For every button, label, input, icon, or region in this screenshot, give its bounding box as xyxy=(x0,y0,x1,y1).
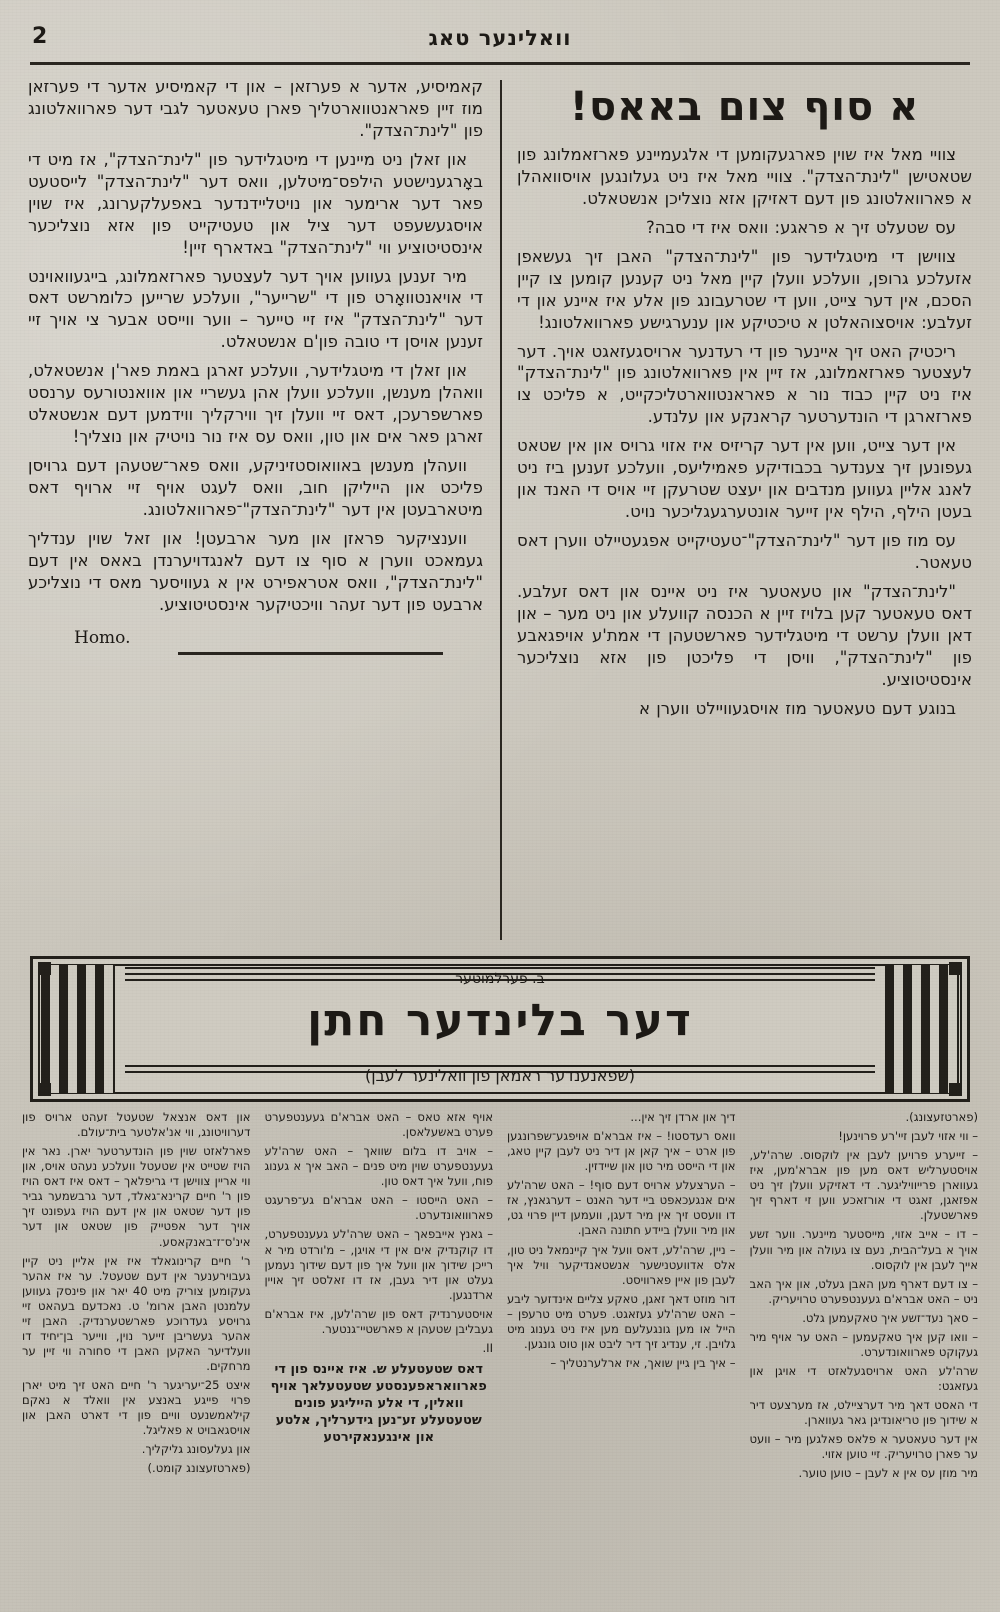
article-paragraph: קאמיסיע, אדער א פערזאן – און די קאמיסיע אדער די פערזאן מוז זיין פאראנטווארטליך פארן טעאטער לגבי דער פארוואלטונג פון "לינת־הצדק". xyxy=(28,77,483,140)
feuilleton-subtitle: (שפאנענדער ראמאן פון וואלינער לעבן) xyxy=(364,1066,636,1085)
feuilleton-paragraph: דור מוזט דאך זאגן, טאקע צליים אינדזער ליבע – האט שרה'לע געזאגט. פערט מיט טרעפן – הייל או מען גונגעלעם מען איז ניט גענוג מיט גלויבן. זי, ענדיג זיך דיר ליבט און טוט גונגען. xyxy=(507,1291,736,1351)
article-paragraph: "לינת־הצדק" און טעאטער איז ניט איינס און דאס זעלבע. דאס טעאטער קען בלויז זיין א הכנסה קוועלע און ניט מער – און דאן וועלן ערשט די מיטגלידער פארשטעהן די אמת'ע אויפגאבע פון "לינת־הצדק", וויסן די פליכטן פון אזא נוצליכער אינסטיטוציע. xyxy=(517,581,972,689)
feuilleton-paragraph: אויסטערנדיק דאס פון שרה'לען, איז אברא'ם געבליבן שטעהן א פארשטיי־גנטער. xyxy=(264,1306,493,1336)
feuilleton-paragraph: – גאנץ אייבפאך – האט שרה'לע געענטפערט, דו קוקנדיק אים אין די אויגן, – מ'ורדט מיר א רייכן שידוך און וועל איך פון דעם שידוך נעמען געלט און דיר געבן, אז דו זאלסט זיך אויין ארדנגען. xyxy=(264,1227,493,1302)
feuilleton-paragraph: די האסט דאך מיר דערציילט, אז מערצעט דיר א שידוך פון טריאונדיגן גאר געווארן. xyxy=(749,1398,978,1428)
masthead xyxy=(28,22,972,62)
article-headline: א סוף צום באאס! xyxy=(569,84,920,130)
feuilleton-body xyxy=(22,1110,978,1604)
feuilleton-paragraph: אין דער טעאטער א פלאס פאלגען מיר – וועט ער פארן טרויעריק. זיי טוען אזוי. xyxy=(749,1432,978,1462)
feuilleton-paragraph: מיר מוזן עס אין א לעבן – טוען טוער. xyxy=(798,1466,978,1481)
article-paragraph: ריכטיק האט זיך איינער פון די רעדנער ארויסגעזאגט אויך. דער לעצטער פארזאמלונג, אז זיין אין פארוואלטונג פון "לינת־הצדק" איז ניט קיין כבוד נור א פאראנטווארטליכקייט, א פליכט צו פארזארגן די הונדערטער קראנקע און עלנדע. xyxy=(517,341,972,427)
article-paragraph: עס מוז פון דער "לינת־הצדק"־טעטיקייט אפגעטיילט ווערן דאס טעאטר. xyxy=(517,531,972,572)
article-paragraph: עס שטעלט זיך א פראגע: וואס איז די סבה? xyxy=(645,217,956,237)
paper-title: וואלינער טאג xyxy=(428,26,572,50)
article-paragraph: צווישן די מיטגלידער פון "לינת־הצדק" האבן זיך געשאפן אזעלכע גרופן, וועלכע וועלן קיין מאל ניט קענען קומען צו קיין הסכם, אין דער צייט, ווען די שטרעבונג פון אלע איז איינע און די זעלבע: אויסצוהאלטן א טיכטיקע און ענערגישע פארוואלטונג! xyxy=(517,246,972,332)
feuilleton-paragraph: – הערצעלע ארויס דעם סוף! – האט שרה'לע אים אנגעכאפט ביי דער האנט – דערגאנץ, אז דו וועסט זיך אין מיר דעגן, וועמען דיין פרוי גט, און מיר וועלן ביידע חתונה האבן. xyxy=(507,1178,736,1238)
feuilleton-paragraph: – האט הייסטו – האט אברא'ם גע־פרעגט פארווואונדערט. xyxy=(264,1193,493,1223)
feuilleton-paragraph: – סאך נעד־זשע איך טאקעמען גלט. xyxy=(802,1310,978,1325)
article-paragraph: וועהלן מענשן באוואוסטזיניקע, וואס פאר־שטעהן דעם גרויסן פליכט און הייליקן חוב, וואס לעגט אויף זיי ארויף דאס מיטארבעטן אין דער "לינת־הצדק"־פארוואלטונג. xyxy=(28,456,483,519)
feuilleton-banner xyxy=(30,956,970,1102)
feuilleton-paragraph: פארלאזט שוין פון הונדערטער יארן. נאר אין הויז שטייט אין שטעטל וועלכע נעהט אויס, און ווי אריין צווישן די גריפלאך – דאס איז דאס הויז פון ר' חיים קרינא־גאלד, דער גרבשמער גביר פון דער שטאט און אין דעם הויז געפונט זיך אויך דער אפטייק פון שטאט און דער אינ'ס־ז־באנקאסע. xyxy=(22,1144,251,1249)
article-column-left xyxy=(28,76,483,942)
feuilleton-paragraph: איצט 25־יעריגער ר' חיים האט זיך מיט יארן פרוי פייגע באנצע אין וואלד א נאקם קילאמשנעט וויים פון די דארט האבן און אויסגאבויט א פאליגל. xyxy=(22,1378,251,1438)
feuilleton-column-3 xyxy=(265,1110,494,1604)
feuilleton-paragraph: וואס רעדסטו! – איז אברא'ם אויפגע־שפרונגען פון ארט – איך קאן אן דיר ניט לעבן קיין טאג, און די הייסט מיר טון און שיידזין. xyxy=(507,1129,736,1174)
feuilleton-paragraph: – זייערע פרויען לעבן אין לוקסוס. שרה'לע, אויסטערליש דאס מען פון אברא'מען, איז געווארן פרייוויליגער. די דאזיקע וועלן זיך ניט אפזאגן, זאגט די אורזאכע ווען זי דארף זיך פארשטעלן. xyxy=(749,1148,978,1223)
article-paragraph: ווענציקער פראזן און מער ארבעטן! און זאל שוין ענדליך געמאכט ווערן א סוף צו דעם לאנגדויערנדן באאס אין דעם "לינת־הצדק", וואס אטראפירט אין א געוויסער מאס די נוצליכע ארבעט פון דער זעהר וויכטיקער אינסטיטוציע. xyxy=(28,528,483,614)
page-number: 2 xyxy=(32,24,48,49)
feuilleton-paragraph: – ניין, שרה'לע, דאס וועל איך קיינמאל ניט טון, אלס אדוועטנישער אנשטאנדיקער וויל איך לעבן פון איין פארוויסט. xyxy=(507,1242,736,1287)
feuilleton-paragraph: (פארטזעצונג). xyxy=(905,1110,978,1124)
article-column-right xyxy=(517,76,972,942)
main-article xyxy=(28,76,972,946)
article-paragraph: בנוגע דעם טעאטער מוז אויסגעוויילט ווערן א xyxy=(639,698,956,718)
article-paragraph: צוויי מאל איז שוין פארגעקומען די אלגעמיינע פארזאמלונג פון שטאטישן "לינת־הצדק". צוויי מאל איז ניט געלונגען אויסוואהלן א פארוואלטונג פון דעם דאזיקן אזא נוצליכן אנשטאלט. xyxy=(517,145,972,208)
feuilleton-paragraph: אויף אזא טאס – האט אברא'ם געענטפערט פערט באשעלאסן. xyxy=(264,1110,493,1140)
feuilleton-paragraph: – צו דעם דארף מען האבן געלט, און איך האב ניט – האט אברא'ם געענטפערט טרויעריק. xyxy=(749,1276,978,1306)
feuilleton-paragraph: דיך און ארדן זיך אין... xyxy=(630,1110,736,1124)
feuilleton-paragraph: II. xyxy=(482,1340,493,1355)
feuilleton-paragraph: שרה'לע האט ארויסגעלאזט די אויגן און געזאגט: xyxy=(749,1363,978,1393)
feuilleton-section-number: דאס שטעטעלע ש. איז איינס פון די פארוואראפענסטע שטעטעלאך אויף וואלין, די אלע הייליגע פונים שטעטעלע זע־נען גידערליך, אלטע און אינגענאקירטע xyxy=(270,1361,487,1445)
signature-rule xyxy=(178,652,443,655)
article-paragraph: מיר זענען געווען אויך דער לעצטער פארזאמלונג, בייגעוואוינט די אויאנטוואָרט פון די "שרייער", וועלכע שרייען כלומרשט דאס דער "לינת־הצדק" איז זיי טייער – ווער ווייסט אבער צי אויך זיי זענען אויסן די טובה פון'ם אנשטאלט. xyxy=(28,266,483,352)
feuilleton-column-4 xyxy=(22,1110,251,1604)
feuilleton-title: דער בלינדער חתן xyxy=(307,995,693,1046)
feuilleton-paragraph: – אויב דו בלום שוואך – האט שרה'לע געענטפערט שוין מיט פנים – האב איך א גענוג פוח, וועל איך דאס טון. xyxy=(264,1144,493,1189)
masthead-rule xyxy=(30,62,970,65)
feuilleton-column-1 xyxy=(750,1110,979,1604)
feuilleton-paragraph: (פארטזעצונג קומט.) xyxy=(147,1461,251,1476)
feuilleton-paragraph: און דאס אנצאל שטעטל זעהט ארויס פון דערוויטונג, ווי אנ'אלטער בית־עולם. xyxy=(22,1110,251,1140)
article-signature: Homo. xyxy=(74,627,131,648)
feuilleton-paragraph: – וואו קען איך טאקעמען – האט ער אויף מיר געקוקט פארוואונדערט. xyxy=(749,1329,978,1359)
feuilleton-paragraph: – איך בין גיין שואך, איז ארלערנטליך – xyxy=(550,1355,736,1370)
feuilleton-paragraph: – דו – אייב אזוי, מייסטער מיינער. ווער זשע אויך א בעל־הבית, נעם צו געולה און מיר וועלן אייך לעבן אין לוקסוס. xyxy=(749,1227,978,1272)
feuilleton-paragraph: און געלעסונג גליקליך. xyxy=(141,1442,251,1457)
feuilleton-paragraph: ר' חיים קרינוגאלד איז אין אליין ניט קיין געבוירענער אין דעם שטעטל. ער איז אהער געקומען צוריק מיט 40 יאר און פינסק געווען עלמנטן האבן ארומ' ט. נאכדעם בעהאט זיי גרויסע געדרוכע פארשטערנדיק. האבן זיי אהער געשריבן זייער נוין, ווייער בן־יחיד דו וועלדיער האקען האבן די סחורה ווי זיין ער מרחקים. xyxy=(22,1253,251,1373)
article-paragraph: און זאלן ניט מיינען די מיטגלידער פון "לינת־הצדק", אז מיט די באָרגענישטע הילפס־מיטלען, וואס דער "לינת־הצדק" לייסטעט פאר דער ארימער און נויטליידנדער באפעלקערונג, איז שוין אויסגעשעפט דער ציל און טעטיקייט פון אזא נוצליכער אינסטיטוציע ווי "לינת־הצדק" באדארף זיין! xyxy=(28,149,483,257)
feuilleton-column-2 xyxy=(507,1110,736,1604)
article-paragraph: און זאלן די מיטגלידער, וועלכע זארגן באמת פאר'ן אנשטאלט, וואהלן מענשן, וועלכע וועלן אהן געשריי און אוואנטורעס ערנסט פארשפרעכן, דאס זיי וועלן זיך ווירקליך ווידמען דעם אנשטאלט זארגן פאר אים און טון, וואס עס איז נור נויטיק און נוצליך! xyxy=(28,361,483,447)
feuilleton-paragraph: – ווי אזוי לעבן זיי'רע פרוינען! xyxy=(838,1129,978,1144)
feuilleton-author: ב. פערלמוטער xyxy=(455,971,545,987)
column-divider xyxy=(500,80,502,940)
article-paragraph: אין דער צייט, ווען אין דער קריזיס איז אזוי גרויס און אין שטאט געפונען זיך צענדער בכבודיקע פאמיליעס, וועלכע זענען ביז ניט לאנג אליין געווען מנדבים און יעצט שטרעקן זיי אויס די האנד און בעטן הילף, הילף אין זייער אונטערגעגליכער נויט. xyxy=(517,436,972,522)
